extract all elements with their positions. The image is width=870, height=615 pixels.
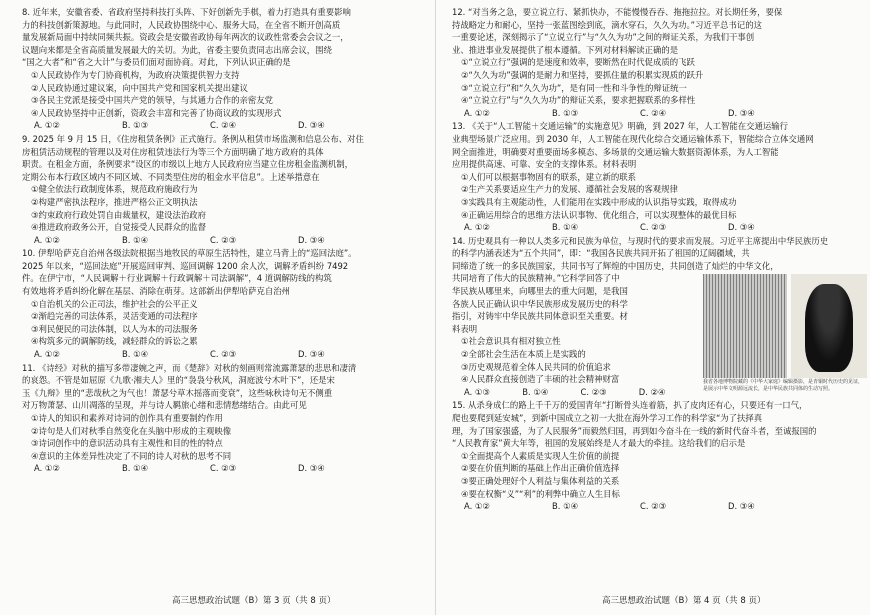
stem-line: 同缔造了统一的多民族国家，共同书写了辉煌的中国历史，共同创造了灿烂的中华文化， — [452, 260, 779, 271]
answer-choice: B. ①③ — [122, 120, 149, 131]
answer-choice: A. ①② — [464, 501, 490, 512]
question-block — [22, 362, 437, 475]
question-block — [452, 6, 867, 119]
question-stem — [452, 6, 867, 56]
stem-line: 一重要论述，深刻揭示了“立说立行”与“久久为功”之间的辩证关系，为我们干事创 — [452, 32, 755, 43]
stem-line: 网全面推进，明确要对重要面场多模态、多场景的交通运输大数据资源体系，为人工智能 — [452, 146, 779, 157]
answer-statement: ③约束政府行政处罚自由裁量权，建设法治政府 — [31, 209, 207, 220]
answer-choice: C. ②③ — [580, 386, 607, 397]
stem-line: 议题向来都是全省高质量发展最大的关切。为此，省委主要负责同志出席会议，围绕 — [22, 44, 332, 55]
answer-statement: ④构筑多元的调解防线，减轻群众的诉讼之累 — [31, 336, 198, 347]
answer-choice: D. ③④ — [298, 349, 325, 360]
answer-choice: C. ②④ — [210, 120, 237, 131]
answer-choices — [452, 386, 697, 399]
stem-line: 玉《九辩》里的“悲哉秋之为气也！萧瑟兮草木摇落而变衰”，这些咏秋诗句无不侧重 — [22, 387, 333, 398]
stem-line: 指引，对铸牢中华民族共同体意识至关重要。材 — [452, 311, 628, 322]
stem-line: 10. 伊犁哈萨克自治州各级法院根据当地牧民的草原生活特性，建立马背上的“巡回法庭”。 — [22, 248, 357, 259]
stem-line: 12. “对当务之急，要立说立行、紧抓快办，不能慢慢吞吞、拖拖拉拉。对长期任务，要保 — [452, 7, 783, 17]
answer-choice: B. ①④ — [122, 349, 149, 360]
question-block — [452, 235, 867, 399]
left-page-footer: 高三思想政治试题（B）第 3 页（共 8 页） — [172, 596, 336, 606]
answer-statement: ③历史观规范着全体人民共同的价值追求 — [461, 361, 611, 372]
answer-statement: ①健全依法行政制度体系，规范政府施政行为 — [31, 184, 198, 195]
answer-choice: D. ③④ — [728, 222, 755, 233]
answer-choice: D. ②④ — [638, 386, 666, 397]
answer-statement: ①诗人的知识和素养对诗词的创作具有重要制约作用 — [31, 413, 223, 423]
answer-choice: B. ①④ — [552, 222, 579, 233]
answer-choice: B. ①④ — [522, 386, 549, 397]
bronze-drum-image — [791, 274, 867, 378]
answer-statement: ②“久久为功”强调的是耐力和坚持，要抓住量的积累实现质的跃升 — [461, 69, 704, 80]
answer-choice: B. ①④ — [122, 463, 149, 474]
stem-line: 2025 年以来，“巡回法庭”开展巡回审判、巡回调解 1200 余人次，调解矛盾纠纷 7492 — [22, 260, 349, 271]
answer-statement: ③实践具有主观能动性，人们能用在实践中形成的认识指导实践，取得成功 — [461, 196, 737, 207]
answer-choice: D. ③④ — [298, 120, 325, 131]
question-stem — [452, 120, 867, 170]
answer-statement: ①自治机关的公正司法，维护社会的公平正义 — [31, 298, 198, 309]
answer-choice: A. ①② — [34, 463, 60, 474]
question-stem — [22, 362, 437, 412]
right-page-column — [452, 6, 867, 514]
stem-line: 房租赁活动规程的管理以及对住房租赁违法行为等三个方面明确了地方政府的具体 — [22, 146, 324, 157]
answer-statement: ④“立说立行”与“久久为功”的辩证关系，要求把握联系的多样性 — [461, 95, 696, 106]
answer-statement: ③要正确处理好个人利益与集体利益的关系 — [461, 475, 620, 486]
answer-choice: D. ③④ — [298, 463, 325, 474]
answer-statement: ④要在权衡“义”“利”的利弊中确立人生目标 — [461, 488, 620, 499]
stem-line: 各族人民正确认识中华民族形成发展历史的科学 — [452, 298, 628, 309]
answer-choice: C. ②③ — [640, 222, 667, 233]
answer-statement: ③利民便民的司法体制，以人为本的司法服务 — [31, 323, 198, 334]
answer-choices — [22, 234, 437, 247]
question-block — [452, 399, 867, 512]
answer-statement: ④正确运用综合的思维方法认识事物、优化组合，可以实现整体的最优目标 — [461, 209, 737, 220]
question-stem — [22, 133, 437, 183]
question-block — [22, 247, 437, 360]
answer-statement: ②生产关系要适应生产力的发展、遵循社会发展的客观规律 — [461, 184, 678, 195]
stem-line: 定期公布本行政区域内不同区域、不同类型住房的租金水平信息”。上述举措意在 — [22, 171, 320, 182]
answer-choices — [22, 462, 437, 475]
question-stem — [452, 399, 867, 449]
stem-line: 业典型场景广泛应用。到 2030 年，人工智能在现代化综合交通运输体系下，智能综合立体交通网 — [452, 133, 814, 144]
answer-statement: ③诗词创作中的意识活动具有主观性和目的性的特点 — [31, 438, 223, 449]
answer-choice: D. ③④ — [728, 107, 755, 118]
question-block — [22, 133, 437, 246]
answer-choice: A. ①② — [34, 120, 60, 131]
answer-statement: ③“立说立行”和“久久为功”，是有同一性和斗争性的辩证统一 — [461, 82, 687, 93]
right-page-footer: 高三思想政治试题（B）第 4 页（共 8 页） — [602, 596, 766, 606]
question-block — [452, 120, 867, 233]
answer-choice: B. ①④ — [122, 234, 149, 245]
stem-line: 力的科技创新策源地。与此同时，人民政协围绕中心、服务大局，在全省不断开创高质 — [22, 19, 341, 30]
question-stem — [22, 247, 437, 297]
answer-statement: ④人民群众直接创造了丰硕的社会精神财富 — [461, 374, 620, 385]
answer-choices — [452, 221, 867, 234]
stem-line: 15. 从杀身成仁的路上千千万的爱国青年“打断骨头连着筋，扒了皮肉还有心，只要还有一口气， — [452, 400, 808, 411]
stem-line: 14. 历史观具有一种以人类多元和民族为单位，与现时代的要求而发展。习近平主席提出中华民族历史 — [452, 235, 829, 246]
answer-statement: ①“立说立行”强调的是速度和效率，要断然在时代促成质的飞跃 — [461, 57, 695, 68]
stem-line: 有效地将矛盾纠纷化解在基层、消除在萌芽。这部新出伊犁哈萨克自治州 — [22, 286, 290, 297]
answer-choice: C. ②④ — [640, 107, 667, 118]
stem-line: 共同培育了伟大的民族精神。”它科学回答了中 — [452, 273, 620, 284]
stem-line: 理，为了国家强盛，为了人民服务”而毅然归国，再到如今奋斗在一线的新时代奋斗者，至诚报国的 — [452, 425, 817, 436]
answer-choices — [22, 119, 437, 132]
answer-choice: C. ②③ — [640, 501, 667, 512]
answer-choice: B. ①③ — [552, 107, 579, 118]
stem-line: 件。在伊宁市，“人民调解＋行业调解＋行政调解＋司法调解”，4 道调解防线的构筑 — [22, 273, 332, 284]
answer-statement: ②诗句是人们对秋季自然变化在头脑中形成的主观映像 — [31, 425, 232, 436]
answer-statement: ①全面提高个人素质是实现人生价值的前提 — [461, 450, 620, 461]
answer-choice: C. ②③ — [210, 463, 237, 474]
stem-line: “人民教育家”黄大年等，祖国的发展始终是人才最大的牵挂。这给我们的启示是 — [452, 438, 746, 449]
answer-statement: ②渐趋完善的司法体系，灵活变通的司法程序 — [31, 311, 198, 322]
answer-choice: B. ①④ — [552, 501, 579, 512]
answer-choice: A. ①② — [34, 234, 60, 245]
answer-choice: A. ①③ — [464, 386, 490, 397]
stem-line: 应用提供高速、可靠、安全的支撑体系。材料表明 — [452, 159, 637, 170]
answer-choice: C. ②③ — [210, 234, 237, 245]
stem-line: 爬也要爬到延安城”，到新中国成立之初一大批在海外学习工作的科学家“为了扶择真 — [452, 413, 763, 423]
question-block — [22, 6, 437, 132]
answer-statement: ①人们可以根据事物固有的联系，建立新的联系 — [461, 171, 637, 182]
stem-line: 的科学内涵表述为“五个共同”，即：“我国各民族共同开拓了祖国的辽阔疆域，共 — [452, 248, 750, 259]
stem-line: “国之大者”和“省之大计”与委员们面对面协商。对此，下列认识正确的是 — [22, 57, 291, 68]
answer-statement: ④人民政协坚持中正创新，资政会丰富和完善了协商议政的实现形式 — [31, 107, 282, 118]
answer-choices — [452, 500, 867, 513]
stem-line: 11. 《诗经》对秋的描写多带凄婉之声，而《楚辞》对秋的刻画则常流露萧瑟的悲思和凄清 — [22, 362, 357, 373]
stem-line: 对万物萧瑟、山川凋落的呈现，并与诗人羁旅心绪和悲情愁绪结合。由此可见 — [22, 400, 307, 411]
answer-statement: ④意识的主体差异性决定了不同的诗人对秋的思考不同 — [31, 450, 232, 461]
answer-choices — [22, 348, 437, 361]
inscription-image — [703, 274, 787, 378]
bronze-drum-icon — [805, 284, 853, 372]
figure-caption: 我省各地博物院藏的《中华大家庭》编辑摄影，是青铜时代历史的见证，是展示中华文明源远流长，是中华民族共同体的生动写照。 — [703, 379, 864, 392]
answer-statement: ④推进政府政务公开，自觉接受人民群众的监督 — [31, 222, 207, 233]
stem-line: 9. 2025 年 9 月 15 日，《住房租赁条例》正式施行。条例从租赁市场监测和信息公布、对住 — [22, 133, 364, 144]
stem-line: 持战略定力和耐心，坚持一张蓝图绘到底，滴水穿石，久久为功。”习近平总书记的这 — [452, 19, 763, 30]
question-figure — [703, 274, 867, 392]
answer-choice: A. ①② — [464, 107, 490, 118]
stem-line: 华民族从哪里来，向哪里去的重大问题，是我国 — [452, 286, 628, 297]
answer-statement: ①人民政协作为专门协商机构，为政府决策提供智力支持 — [31, 69, 240, 80]
answer-choice: A. ①② — [464, 222, 490, 233]
stem-line: 料表明 — [452, 323, 478, 334]
answer-statement: ②人民政协通过建议案，向中国共产党和国家机关提出建议 — [31, 82, 248, 93]
answer-choices — [452, 107, 867, 120]
answer-choice: C. ②③ — [210, 349, 237, 360]
answer-choice: D. ③④ — [298, 234, 325, 245]
question-stem — [22, 6, 437, 69]
stem-line: 8. 近年来，安徽省委、省政府坚持科技打头阵、下好创新先手棋，着力打造具有重要影响 — [22, 7, 351, 17]
answer-choice: A. ①② — [34, 349, 60, 360]
stem-line: 职责。在租金方面，条例要求“设区的市级以上地方人民政府应当建立住房租金监测机制， — [22, 159, 353, 170]
answer-choice: D. ③④ — [728, 501, 755, 512]
answer-statement: ②全部社会生活在本质上是实践的 — [461, 349, 586, 360]
answer-statement: ②构建严密执法程序，推进严格公正文明执法 — [31, 196, 198, 207]
answer-statement: ③各民主党派是接受中国共产党的领导，与其通力合作的亲密友党 — [31, 95, 274, 106]
stem-line: 的哀怨。不管是如屈原《九歌·湘夫人》里的“袅袅兮秋风，洞庭波兮木叶下”，还是宋 — [22, 375, 335, 386]
answer-statement: ①社会意识具有相对独立性 — [461, 336, 561, 347]
stem-line: 13. 《关于“人工智能＋交通运输”的实施意见》明确，到 2027 年，人工智能在交通运输行 — [452, 121, 789, 132]
stem-line: 量发展新局面中持续同频共振。资政会是安徽省政协每年两次的议政性常委会会议之一， — [22, 32, 349, 43]
stem-line: 业、推进事业发展提供了根本遵循。下列对材料解读正确的是 — [452, 44, 679, 55]
left-page-column — [22, 6, 437, 476]
answer-statement: ②要在价值判断的基础上作出正确价值选择 — [461, 463, 620, 474]
